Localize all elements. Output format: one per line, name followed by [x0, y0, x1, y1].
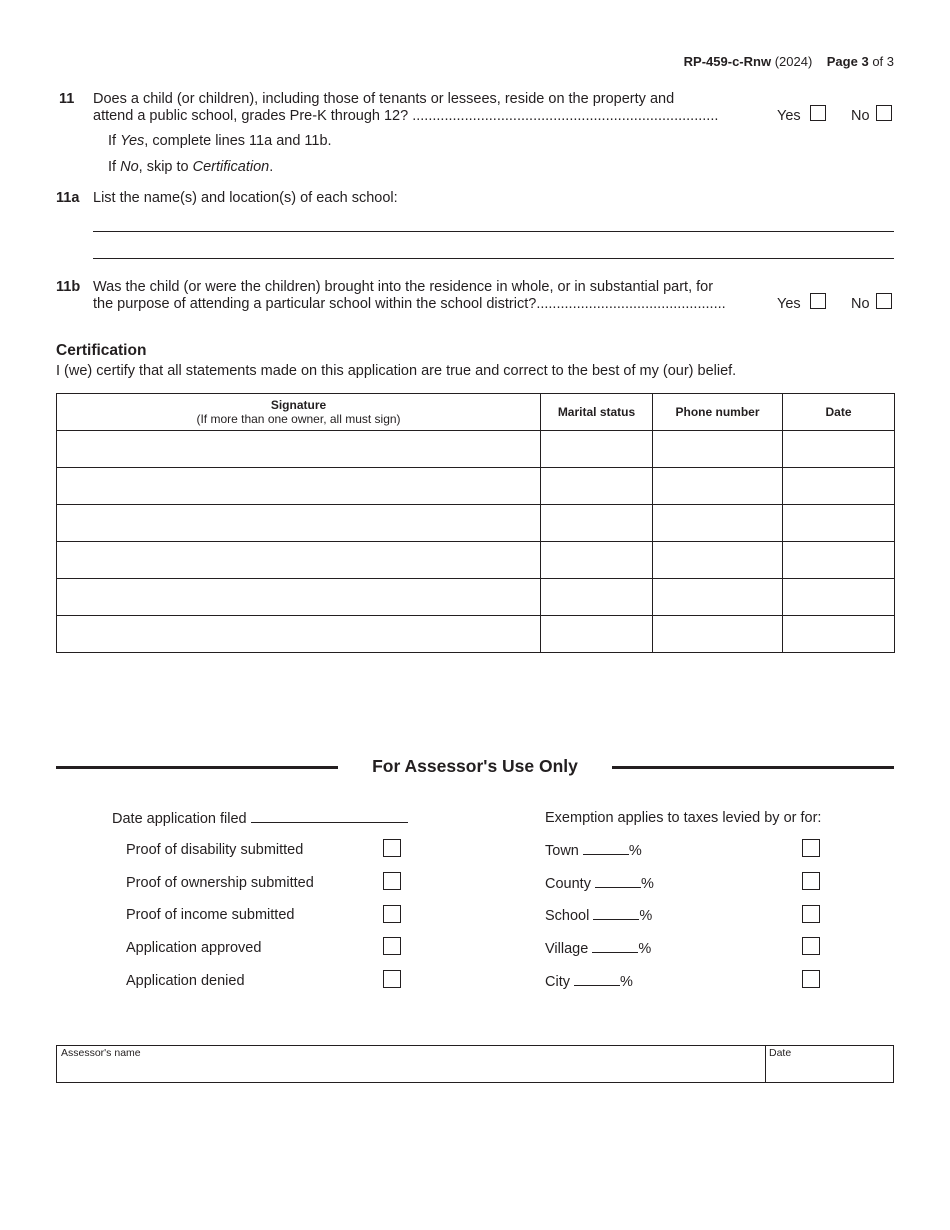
city-row — [545, 973, 633, 990]
q11-if-no — [108, 159, 273, 175]
marital-status-cell[interactable] — [541, 579, 653, 616]
school-row — [545, 907, 652, 924]
county-percent-blank[interactable] — [595, 875, 641, 888]
q11b-line2 — [93, 296, 726, 312]
q11b-yes-checkbox[interactable] — [810, 293, 826, 309]
county-row — [545, 875, 654, 892]
signature-row — [57, 579, 895, 616]
marital-status-cell[interactable] — [541, 542, 653, 579]
q11-if-yes-pre: If — [108, 133, 121, 149]
q11-line1: Does a child (or children), including those of tenants or lessees, reside on the property and — [93, 91, 675, 107]
q11-yes-checkbox[interactable] — [810, 105, 826, 121]
q11-yes-label: Yes — [777, 108, 801, 124]
assessor-rule-left — [56, 766, 338, 769]
assessor-heading: For Assessor's Use Only — [372, 756, 578, 776]
village-percent: % — [638, 941, 652, 957]
q11-no-label: No — [851, 108, 870, 124]
signature-row — [57, 616, 895, 653]
school-label: School — [545, 908, 590, 924]
signature-cell[interactable] — [57, 468, 541, 505]
certification-text: I (we) certify that all statements made on this application are true and correct to the best of my (our) belief. — [56, 363, 737, 379]
certification-heading: Certification — [56, 342, 147, 359]
q11-if-yes-post: , complete lines 11a and 11b. — [144, 133, 332, 149]
city-percent: % — [620, 974, 633, 990]
signature-table — [56, 393, 895, 653]
date-cell[interactable] — [783, 579, 895, 616]
signature-row — [57, 542, 895, 579]
q11a-text: List the name(s) and location(s) of each school: — [93, 190, 398, 206]
signature-cell[interactable] — [57, 431, 541, 468]
proof-ownership-label: Proof of ownership submitted — [126, 875, 314, 891]
marital-status-cell[interactable] — [541, 431, 653, 468]
town-checkbox[interactable] — [802, 839, 820, 857]
q11-if-yes — [108, 133, 332, 149]
exemption-heading: Exemption applies to taxes levied by or for: — [545, 810, 822, 826]
q11b-line2-text: the purpose of attending a particular school within the school district? — [93, 296, 537, 312]
town-percent: % — [628, 843, 642, 859]
form-id: RP-459-c-Rnw — [683, 54, 772, 69]
q11b-line1: Was the child (or were the children) brought into the residence in whole, or in substantial part, for — [93, 279, 714, 295]
page-word: Page — [826, 54, 858, 69]
q11-if-no-pre: If — [108, 159, 121, 175]
application-approved-label: Application approved — [126, 940, 262, 956]
marital-status-cell[interactable] — [541, 616, 653, 653]
date-filed-row — [112, 810, 408, 827]
application-approved-checkbox[interactable] — [383, 937, 401, 955]
school-checkbox[interactable] — [802, 905, 820, 923]
marital-status-header: Marital status — [541, 394, 653, 431]
q11-if-yes-em: Yes — [120, 133, 145, 149]
city-label: City — [545, 974, 570, 990]
county-checkbox[interactable] — [802, 872, 820, 890]
q11a-answer-line-1[interactable] — [93, 231, 894, 232]
q11b-number: 11b — [56, 279, 81, 295]
county-percent: % — [640, 876, 654, 892]
q11-line2 — [93, 108, 718, 124]
date-header: Date — [783, 394, 895, 431]
phone-number-cell[interactable] — [653, 468, 783, 505]
date-cell[interactable] — [783, 542, 895, 579]
assessor-rule-right — [612, 766, 894, 769]
assessor-name-field[interactable] — [57, 1046, 766, 1082]
q11-if-no-em: No — [120, 159, 139, 175]
village-checkbox[interactable] — [802, 937, 820, 955]
marital-status-cell[interactable] — [541, 505, 653, 542]
application-denied-label: Application denied — [126, 973, 245, 989]
village-label: Village — [545, 941, 589, 957]
signature-cell[interactable] — [57, 579, 541, 616]
assessor-name-label: Assessor's name — [61, 1047, 141, 1059]
date-cell[interactable] — [783, 468, 895, 505]
q11a-number: 11a — [56, 190, 80, 206]
date-filed-blank[interactable] — [251, 810, 408, 823]
q11-if-no-em2: Certification — [192, 159, 270, 175]
phone-number-header: Phone number — [653, 394, 783, 431]
signature-row — [57, 468, 895, 505]
county-label: County — [545, 876, 591, 892]
q11b-no-checkbox[interactable] — [876, 293, 892, 309]
q11-line2-text: attend a public school, grades Pre-K through 12? — [93, 108, 409, 124]
page-number: 3 — [861, 54, 869, 69]
assessor-signature-box — [56, 1045, 894, 1083]
date-filed-label: Date application filed — [112, 811, 247, 827]
q11-number: 11 — [59, 91, 75, 107]
marital-status-cell[interactable] — [541, 468, 653, 505]
proof-disability-label: Proof of disability submitted — [126, 842, 304, 858]
town-row — [545, 842, 642, 859]
assessor-date-label: Date — [769, 1047, 792, 1059]
village-row — [545, 940, 651, 957]
proof-disability-checkbox[interactable] — [383, 839, 401, 857]
q11b-dots: ............................................... — [536, 296, 726, 312]
signature-column-header — [57, 394, 541, 431]
date-cell[interactable] — [783, 431, 895, 468]
signature-cell[interactable] — [57, 505, 541, 542]
signature-cell[interactable] — [57, 616, 541, 653]
form-year: (2024) — [774, 54, 813, 69]
q11a-answer-line-2[interactable] — [93, 258, 894, 259]
proof-income-checkbox[interactable] — [383, 905, 401, 923]
phone-number-cell[interactable] — [653, 542, 783, 579]
proof-ownership-checkbox[interactable] — [383, 872, 401, 890]
city-percent-blank[interactable] — [574, 973, 620, 986]
village-percent-blank[interactable] — [592, 940, 638, 953]
town-label: Town — [545, 843, 579, 859]
phone-number-cell[interactable] — [653, 505, 783, 542]
phone-number-cell[interactable] — [653, 431, 783, 468]
signature-header-sub: (If more than one owner, all must sign) — [196, 412, 401, 426]
signature-row — [57, 505, 895, 542]
city-checkbox[interactable] — [802, 970, 820, 988]
proof-income-label: Proof of income submitted — [126, 907, 295, 923]
phone-number-cell[interactable] — [653, 579, 783, 616]
date-cell[interactable] — [783, 616, 895, 653]
q11-if-no-post: . — [269, 159, 274, 175]
town-percent-blank[interactable] — [583, 842, 629, 855]
signature-cell[interactable] — [57, 542, 541, 579]
q11-dots: ............................................................................ — [408, 108, 719, 124]
page-of: of 3 — [872, 54, 894, 69]
date-cell[interactable] — [783, 505, 895, 542]
q11-if-no-mid: , skip to — [138, 159, 193, 175]
phone-number-cell[interactable] — [653, 616, 783, 653]
school-percent: % — [639, 908, 653, 924]
q11b-yes-label: Yes — [777, 296, 801, 312]
application-denied-checkbox[interactable] — [383, 970, 401, 988]
signature-row — [57, 431, 895, 468]
q11-no-checkbox[interactable] — [876, 105, 892, 121]
school-percent-blank[interactable] — [593, 907, 639, 920]
signature-header-label: Signature — [270, 398, 327, 412]
q11b-no-label: No — [851, 296, 870, 312]
form-header — [684, 54, 894, 69]
assessor-date-field[interactable] — [766, 1046, 893, 1082]
